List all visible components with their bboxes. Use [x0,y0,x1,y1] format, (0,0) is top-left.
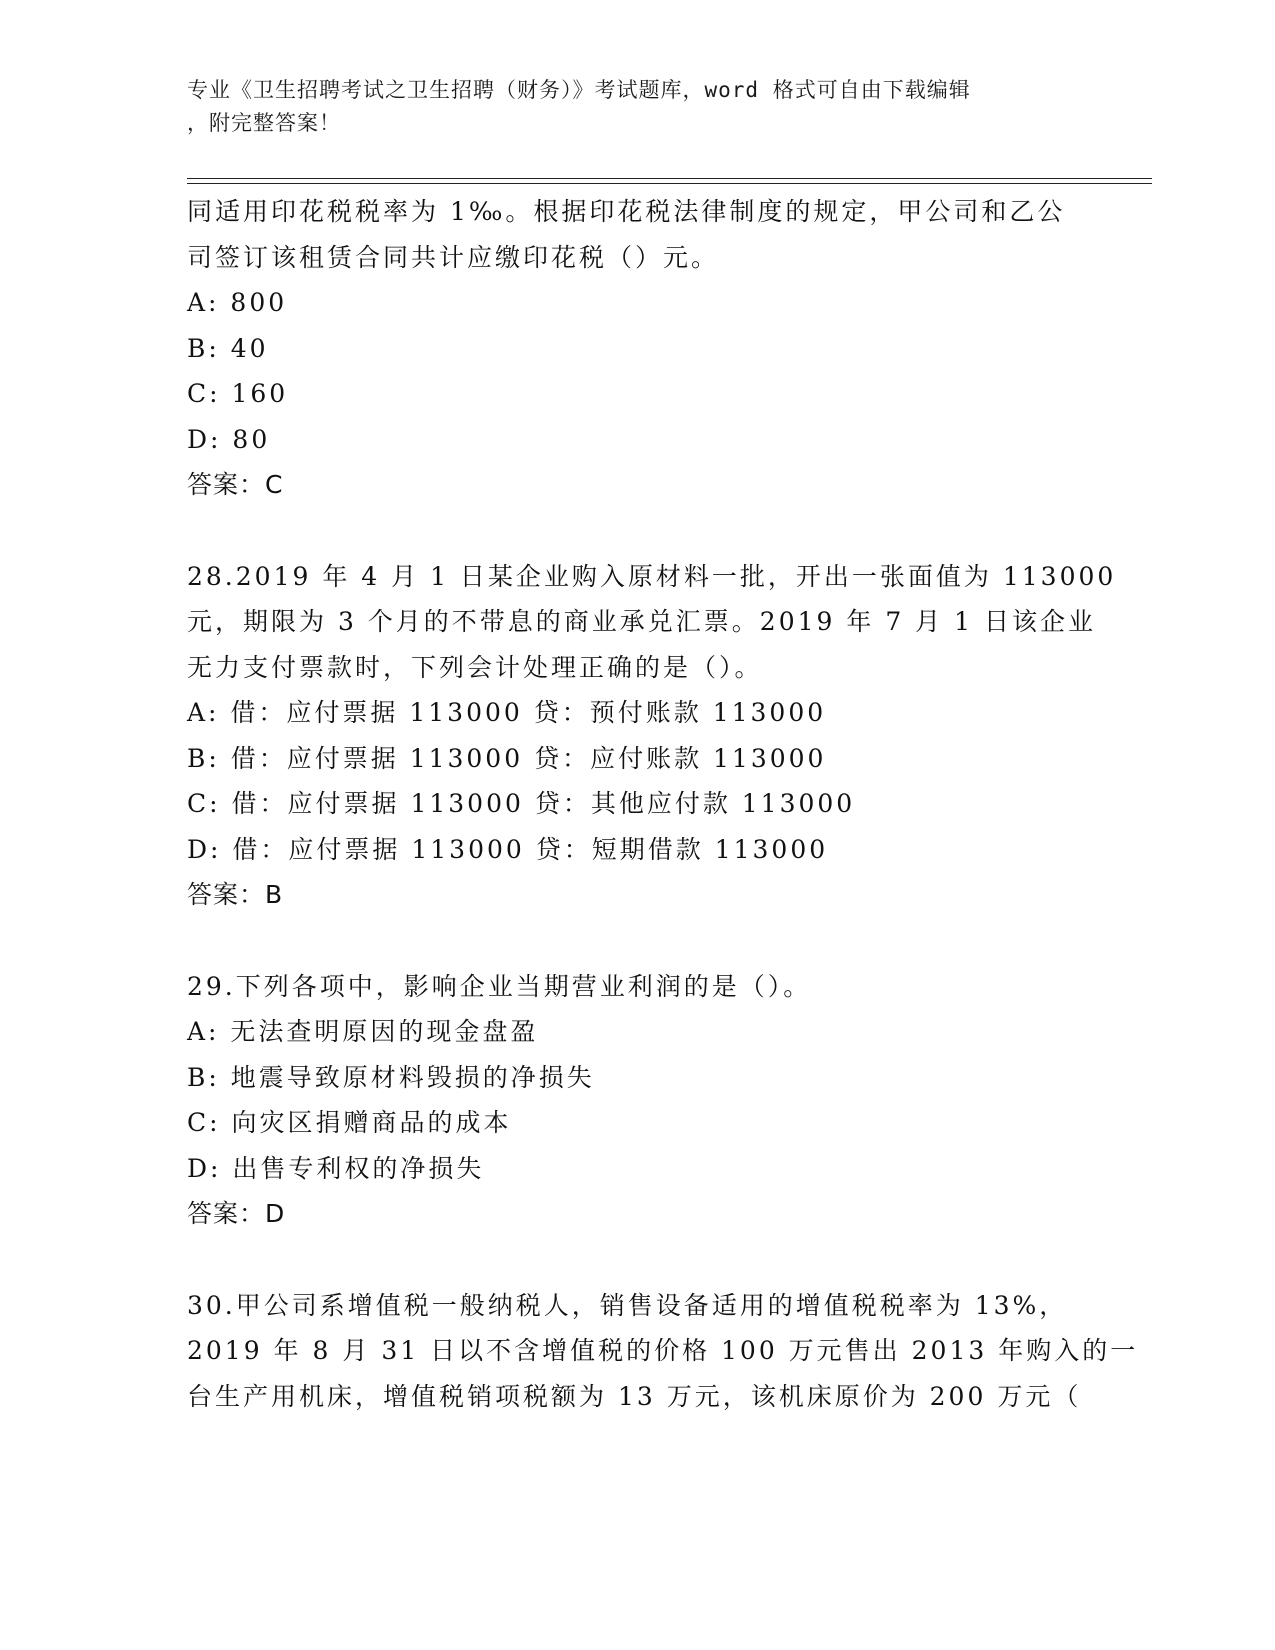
spacer [187,508,1087,554]
answer: 答案：D [187,1199,286,1228]
option-d: D: 借：应付票据 113000 贷：短期借款 113000 [187,834,829,864]
question-30 [187,1283,1139,1420]
question-stem-line: 30.甲公司系增值税一般纳税人，销售设备适用的增值税税率为 13%， [187,1290,1068,1320]
option-a: A: 借：应付票据 113000 贷：预付账款 113000 [187,698,827,727]
document-header [187,74,1077,140]
header-divider-bottom [187,183,1152,184]
option-b: B: 地震导致原材料毁损的净损失 [187,1062,595,1092]
question-29 [187,964,1087,1237]
question-stem-line: 台生产用机床，增值税销项税额为 13 万元，该机床原价为 200 万元（ [187,1381,1082,1411]
header-line-2: ，附完整答案！ [187,111,341,135]
question-stem-line: 无力支付票款时，下列会计处理正确的是（）。 [187,652,763,682]
question-stem-line: 司签订该租赁合同共计应缴印花税（）元。 [187,242,720,272]
header-divider-top [187,178,1152,179]
spacer [187,1237,1087,1283]
option-c: C: 160 [187,379,289,408]
option-a: A: 800 [187,288,288,317]
answer: 答案：C [187,470,284,499]
question-stem-line: 29.下列各项中，影响企业当期营业利润的是（）。 [187,971,812,1001]
question-stem-line: 2019 年 8 月 31 日以不含增值税的价格 100 万元售出 2013 年购入的一 [187,1336,1139,1365]
option-b: B: 40 [187,333,269,363]
question-28 [187,554,1117,918]
option-d: D: 出售专利权的净损失 [187,1153,485,1183]
option-c: C: 借：应付票据 113000 贷：其他应付款 113000 [187,789,856,818]
question-stem-line: 28.2019 年 4 月 1 日某企业购入原材料一批，开出一张面值为 113000 [187,561,1117,591]
option-a: A: 无法查明原因的现金盘盈 [187,1017,539,1046]
question-stem-line: 同适用印花税税率为 1‰。根据印花税法律制度的规定，甲公司和乙公 [187,197,1066,226]
answer: 答案：B [187,880,284,909]
option-b: B: 借：应付票据 113000 贷：应付账款 113000 [187,743,827,773]
option-d: D: 80 [187,424,271,454]
header-line-1: 专业《卫生招聘考试之卫生招聘（财务）》考试题库，word 格式可自由下载编辑 [187,78,971,102]
question-content [187,189,1139,1419]
question-stem-line: 元，期限为 3 个月的不带息的商业承兑汇票。2019 年 7 月 1 日该企业 [187,607,1096,636]
option-c: C: 向灾区捐赠商品的成本 [187,1108,512,1137]
question-27 [187,189,1087,508]
spacer [187,918,1087,964]
